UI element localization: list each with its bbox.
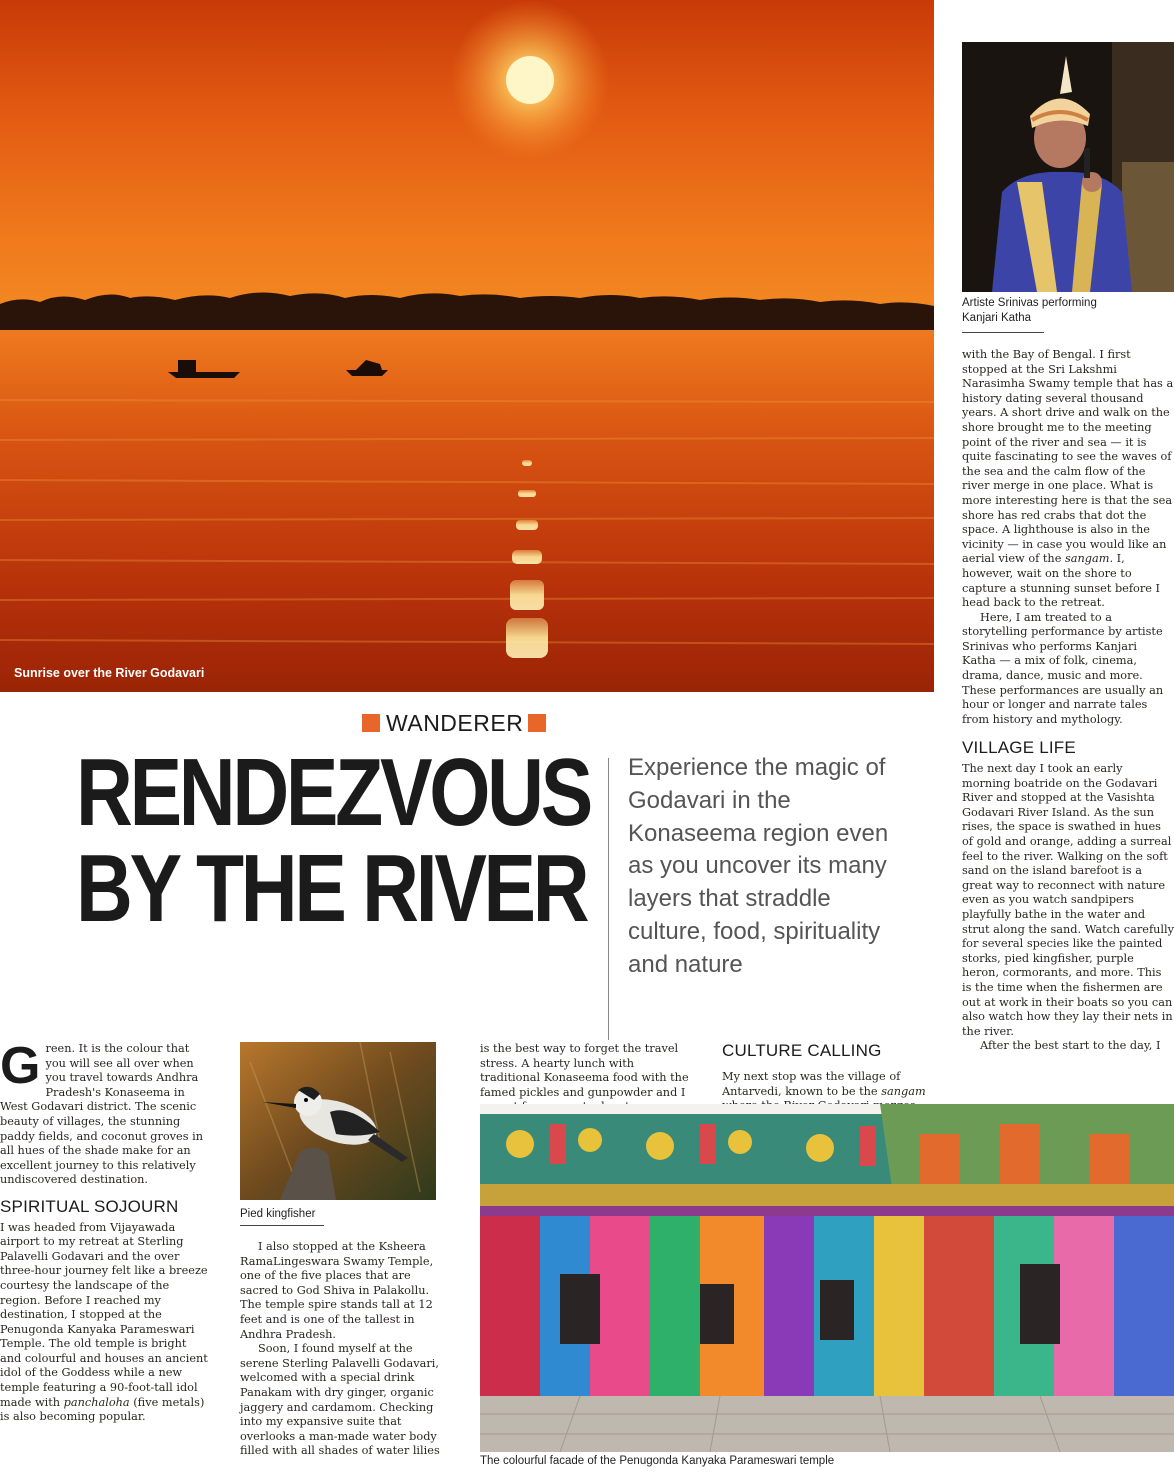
- column-2: [240, 1240, 450, 1459]
- kingfisher-photo: [240, 1042, 436, 1200]
- right-column: [962, 348, 1174, 1054]
- sunrise-river-image: [0, 0, 934, 692]
- label-square-left: [362, 714, 380, 732]
- hero-caption: Sunrise over the River Godavari: [14, 666, 205, 680]
- deck-standfirst: Experience the magic of Godavari in the Konaseema region even as you uncover its many layers that straddle culture, food, spirituality and nature: [628, 754, 889, 978]
- boat-left: [168, 372, 240, 378]
- headline-line1: RENDEZVOUS: [76, 739, 590, 846]
- right-para-4: After the best start to the day, I: [980, 1039, 1161, 1053]
- pied-kingfisher-image: [240, 1042, 436, 1200]
- section-label: [362, 708, 546, 738]
- subhead-village-life: VILLAGE LIFE: [962, 738, 1076, 758]
- col2-para-2: Soon, I found myself at the serene Sterling Palavelli Godavari, welcomed with a special drink Panakam with dry ginger, organic jaggery and cardamom. Checking into my expansive suite that overlooks a man-made water body filled with all shades of water lilies: [240, 1342, 440, 1458]
- column-1: [0, 1037, 210, 1425]
- deck-divider: [608, 758, 609, 1040]
- headline: [76, 739, 590, 942]
- subhead-spiritual-sojourn: SPIRITUAL SOJOURN: [0, 1196, 179, 1216]
- label-square-right: [528, 714, 546, 732]
- col2-para-1: I also stopped at the Ksheera RamaLingeswara Swamy Temple, one of the five places that are sacred to God Shiva in Palakollu. The temple spire stands tall at 12 feet and is one of the tallest in Andhra Pradesh.: [240, 1240, 434, 1341]
- headline-line2: BY THE RIVER: [76, 835, 587, 942]
- kingfisher-caption: Pied kingfisher: [240, 1208, 324, 1226]
- subhead-culture-calling: CULTURE CALLING: [722, 1041, 882, 1060]
- performer-caption: [962, 296, 1097, 333]
- intro-para: Green. It is the colour that you will see all over when you travel towards Andhra Pradesh's Konaseema in West Godavari district. The scenic beauty of villages, the stunning paddy fields, and coconut groves in all hues of the shade make for an excellent journey to this relatively undiscovered destination.: [0, 1037, 203, 1187]
- performer-caption-line1: Artiste Srinivas performing: [962, 297, 1097, 309]
- dropcap: G: [0, 1037, 41, 1095]
- storyteller-image: [962, 42, 1174, 292]
- hero-photo: [0, 0, 934, 692]
- col3-para: is the best way to forget the travel stress. A hearty lunch with traditional Konaseema food with the famed pickles and gunpowder and I: [480, 1042, 689, 1099]
- temple-facade-image: [480, 1104, 1174, 1452]
- temple-photo: [480, 1104, 1174, 1452]
- col4-para: My next stop was the village of Antarvedi, known to be the sangam: [722, 1070, 926, 1098]
- performer-caption-line2: Kanjari Katha: [962, 312, 1032, 324]
- right-para-1: with the Bay of Bengal. I first stopped at the Sri Lakshmi Narasimha Swamy temple that has a history dating several thousand years. A short drive and walk on the shore brought me to the meeting point of the river and sea — it is quite fascinating to see the waves of the sea and the calm flow of the river merge in one place. What is more interesting here is that the sea shore has red crabs that dot the space. A lighthouse is also in the vicinity — in case you would like an aerial view of the sangam. I, however, wait on the shore to capture a stunning sunset before I head back to the retreat.: [962, 348, 1174, 610]
- sun-shape: [506, 56, 554, 104]
- right-para-2: Here, I am treated to a storytelling performance by artiste Srinivas who performs Kanjari Katha — a mix of folk, cinema, drama, dance, music and more. These performances are usually an hour or longer and narrate tales from history and mythology.: [962, 610, 1164, 726]
- boat-right: [346, 370, 388, 376]
- performer-photo: [962, 42, 1174, 292]
- temple-caption: The colourful facade of the Penugonda Kanyaka Parameswari temple: [480, 1455, 835, 1467]
- right-para-3: The next day I took an early morning boatride on the Godavari River and stopped at the Vasishta Godavari River Island. As the sun rises, the space is swathed in hues of gold and orange, adding a surreal feel to the river. Walking on the soft sand on the island barefoot is a great way to reconnect with nature even as you watch sandpipers playfully bathe in the water and strut along the sand. Watch carefully for several species like the painted storks, pied kingfisher, purple heron, cormorants, and more. This is the time when the fishermen are out at work in their boats so you can also watch how they lay their nets in the river.: [962, 762, 1174, 1038]
- section-label-text: WANDERER: [386, 709, 524, 736]
- col1-para-a: I was headed from Vijayawada airport to my retreat at Sterling Palavelli Godavari and the over three-hour journey felt like a breeze courtesy the landscape of the region. Before I reached my destination, I stopped at the Penugonda Kanyaka Parameswari Temple. The old temple is bright and colourful and houses an ancient idol of the Goddess while a new temple featuring a 90-foot-tall idol made with panchaloha (five metals) is also becoming popular.: [0, 1220, 208, 1424]
